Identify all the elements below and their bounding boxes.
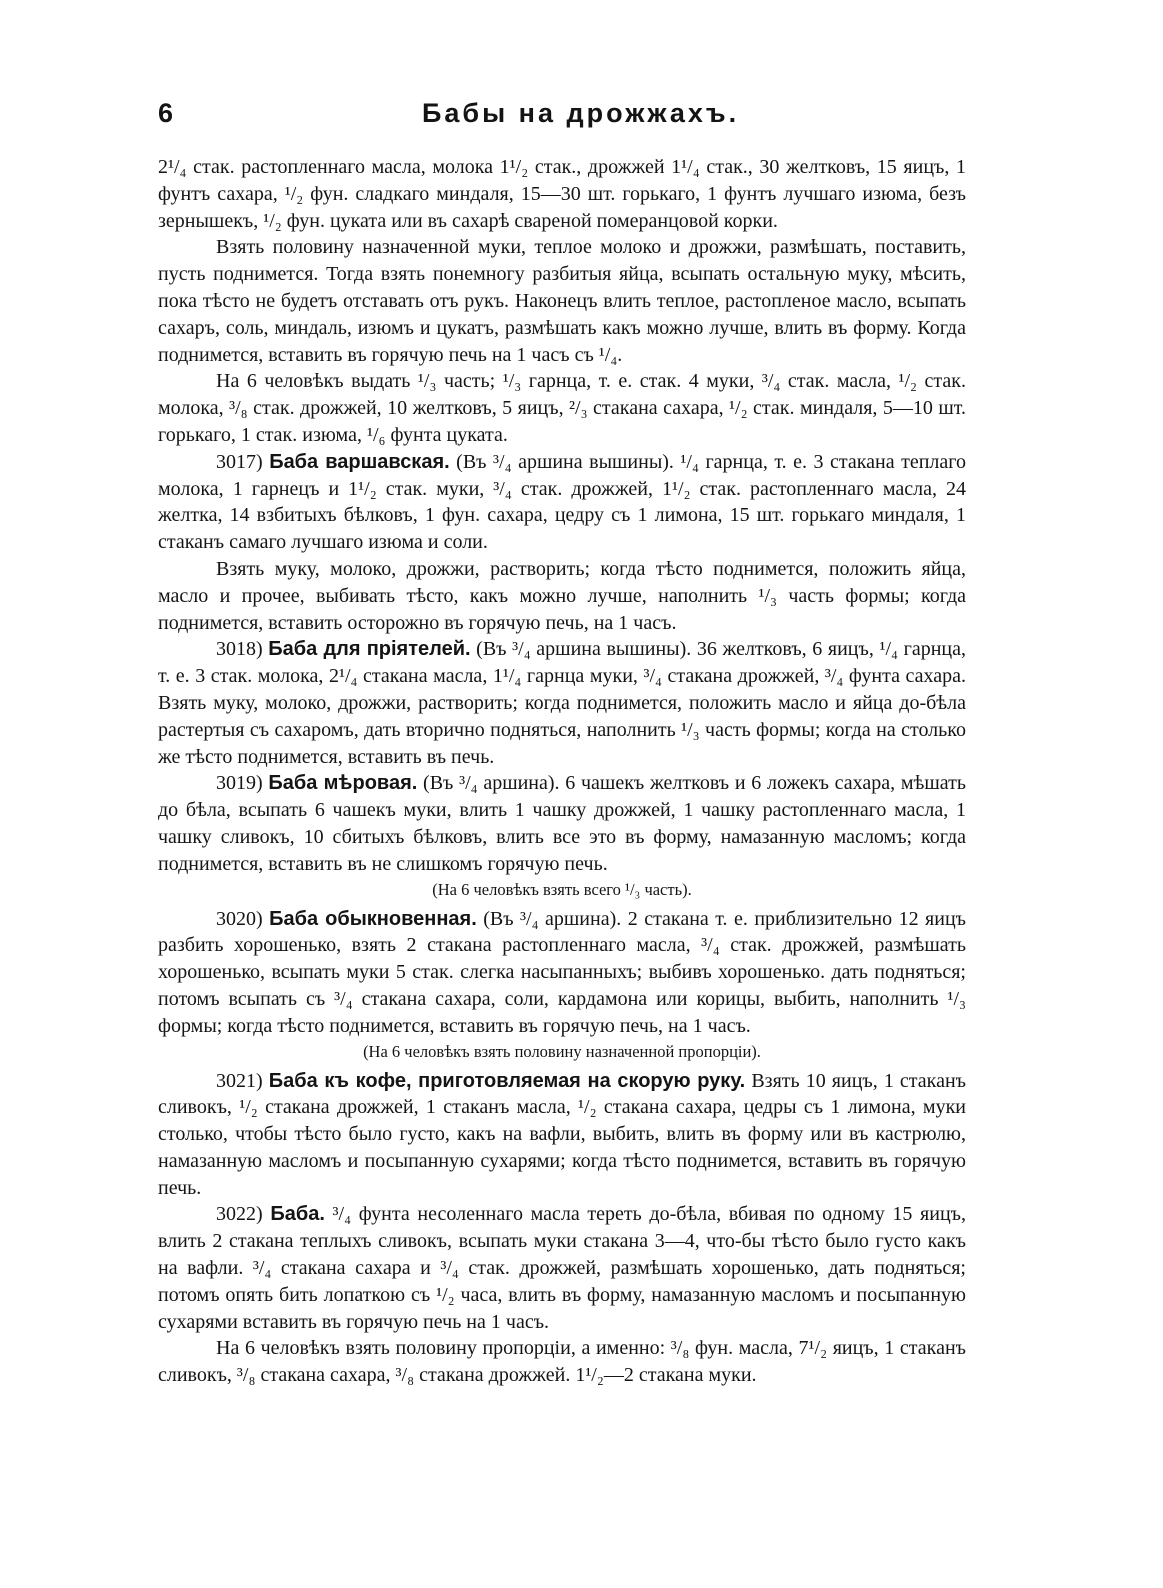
recipe-number: 3019)	[216, 772, 263, 795]
paragraph: 2¹/₄ стак. растопленнаго масла, молока 1¹/₂ стак., дрожжей 1¹/₄ стак., 30 желтковъ, 15 яицъ, 1 фунтъ сахара, ¹/₂ фун. сладкаго миндаля, 15—30 шт. горькаго, 1 фунтъ лучшаго изюма, безъ зернышекъ, ¹/₂ фун. цуката или въ сахарѣ свареной померанцовой корки.	[158, 156, 966, 232]
recipe-3020	[158, 906, 966, 1040]
recipe-title: Баба.	[270, 1203, 325, 1226]
recipe-title: Баба для пріятелей.	[268, 638, 471, 661]
page-number: 6	[158, 98, 174, 128]
paragraph: Взять муку, молоко, дрожжи, растворить; когда тѣсто поднимется, положить яйца, масло и прочее, выбивать тѣсто, какъ можно лучше, наполнить ¹/₃ часть формы; когда поднимется, вставить осторожно въ горячую печь, на 1 часъ.	[158, 557, 966, 634]
recipe-3017	[158, 449, 966, 556]
recipe-3022	[158, 1201, 966, 1335]
body-text	[158, 154, 966, 1389]
recipe-title: Баба мѣровая.	[268, 772, 418, 795]
recipe-text: ³/₄ фунта несоленнаго масла тереть до-бѣла, вбивая по одному 15 яицъ, влить 2 стакана теплыхъ сливокъ, всыпать муки стакана 3—4, что-бы тѣсто было густо какъ на вафли. ³/₄ стакана сахара и ³/₄ стак. дрожжей, размѣшать хорошенько, дать подняться; потомъ опять бить лопаткою съ ¹/₂ часа, влить въ форму, намазанную масломъ и посыпанную сухарями вставить въ горячую печь на 1 часъ.	[158, 1203, 966, 1333]
recipe-number: 3020)	[216, 907, 263, 930]
recipe-3018	[158, 636, 966, 770]
recipe-title: Баба къ кофе, приготовляемая на скорую руку.	[268, 1069, 746, 1092]
recipe-title: Баба варшавская.	[269, 450, 450, 473]
recipe-text: (Въ ³/₄ аршина). 6 чашекъ желтковъ и 6 ложекъ сахара, мѣшать до бѣла, всыпать 6 чашекъ муки, влить 1 чашку дрожжей, 1 чашку растопленнаго масла, 1 чашку сливокъ, 10 сбитыхъ бѣлковъ, влить все это въ форму, намазанную масломъ; когда поднимется, вставить въ не слишкомъ горячую печь.	[158, 772, 966, 875]
paragraph: На 6 человѣкъ взять половину пропорціи, а именно: ³/₈ фун. масла, 7¹/₂ яицъ, 1 стаканъ сливокъ, ³/₈ стакана сахара, ³/₈ стакана дрожжей. 1¹/₂—2 стакана муки.	[158, 1337, 966, 1387]
recipe-number: 3017)	[216, 450, 263, 473]
recipe-number: 3018)	[216, 638, 263, 661]
recipe-text: (Въ ³/₄ аршина вышины). 36 желтковъ, 6 яицъ, ¹/₄ гарнца, т. е. 3 стак. молока, 2¹/₄ стакана масла, 1¹/₄ гарнца муки, ³/₄ стакана дрожжей, ³/₄ фунта сахара. Взять муку, молоко, дрожжи, растворить; когда поднимется, положить масло и яйца до-бѣла растертыя съ сахаромъ, дать вторично подняться, наполнить ¹/₃ часть формы; когда на столько же тѣсто поднимется, вставить въ печь.	[158, 638, 966, 768]
recipe-text: (Въ ³/₄ аршина вышины). ¹/₄ гарнца, т. е. 3 стакана теплаго молока, 1 гарнецъ и 1¹/₂ стак. муки, ³/₄ стак. дрожжей, 1¹/₂ стак. растопленнаго масла, 24 желтка, 14 взбитыхъ бѣлковъ, 1 фун. сахара, цедру съ 1 лимона, 15 шт. горькаго миндаля, 1 стаканъ самаго лучшаго изюма и соли.	[158, 450, 966, 554]
recipe-number: 3022)	[216, 1203, 263, 1226]
recipe-title: Баба обыкновенная.	[269, 907, 477, 930]
paragraph: Взять половину назначенной муки, теплое молоко и дрожжи, размѣшать, поставить, пусть поднимется. Тогда взять понемногу разбитыя яйца, всыпать остальную муку, мѣсить, пока тѣсто не будетъ отставать отъ рукъ. Наконецъ влить теплое, растопленое масло, всыпать сахаръ, соль, миндаль, изюмъ и цукатъ, размѣшать какъ можно лучше, влить въ форму. Когда поднимется, вставить въ горячую печь на 1 часъ съ ¹/₄.	[158, 236, 966, 366]
paragraph: На 6 человѣкъ выдать ¹/₃ часть; ¹/₃ гарнца, т. е. стак. 4 муки, ³/₄ стак. масла, ¹/₂ стак. молока, ³/₈ стак. дрожжей, 10 желтковъ, 5 яицъ, ²/₃ стакана сахара, ¹/₂ стак. миндаля, 5—10 шт. горькаго, 1 стак. изюма, ¹/₆ фунта цуката.	[158, 370, 966, 446]
page-header	[158, 98, 968, 132]
portion-note: (На 6 человѣкъ взять всего ¹/₃ часть).	[432, 879, 692, 899]
recipe-3019	[158, 770, 966, 877]
recipe-text: (Въ ³/₄ аршина). 2 стакана т. е. приблизительно 12 яицъ разбить хорошенько, взять 2 стакана растопленнаго масла, ³/₄ стак. дрожжей, размѣшать хорошенько, всыпать муки 5 стак. слегка насыпанныхъ; выбивъ хорошенько. дать подняться; потомъ всыпать съ ³/₄ стакана сахара, соли, кардамона или корицы, выбить, наполнить ¹/₃ формы; когда тѣсто поднимется, вставить въ горячую печь, на 1 часъ.	[158, 907, 966, 1037]
running-title: Бабы на дрожжахъ.	[422, 98, 740, 128]
recipe-number: 3021)	[216, 1069, 263, 1092]
recipe-text: Взять 10 яицъ, 1 стаканъ сливокъ, ¹/₂ стакана дрожжей, 1 стаканъ масла, ¹/₂ стакана сахара, цедры съ 1 лимона, муки столько, чтобы тѣсто было густо, какъ на вафли, выбить, влить въ форму или въ кастрюлю, намазанную масломъ и посыпанную сухарями; когда тѣсто поднимется, вставить въ горячую печь.	[158, 1069, 967, 1199]
recipe-3021	[158, 1068, 966, 1202]
portion-note: (На 6 человѣкъ взять половину назначенной пропорціи).	[363, 1041, 761, 1061]
